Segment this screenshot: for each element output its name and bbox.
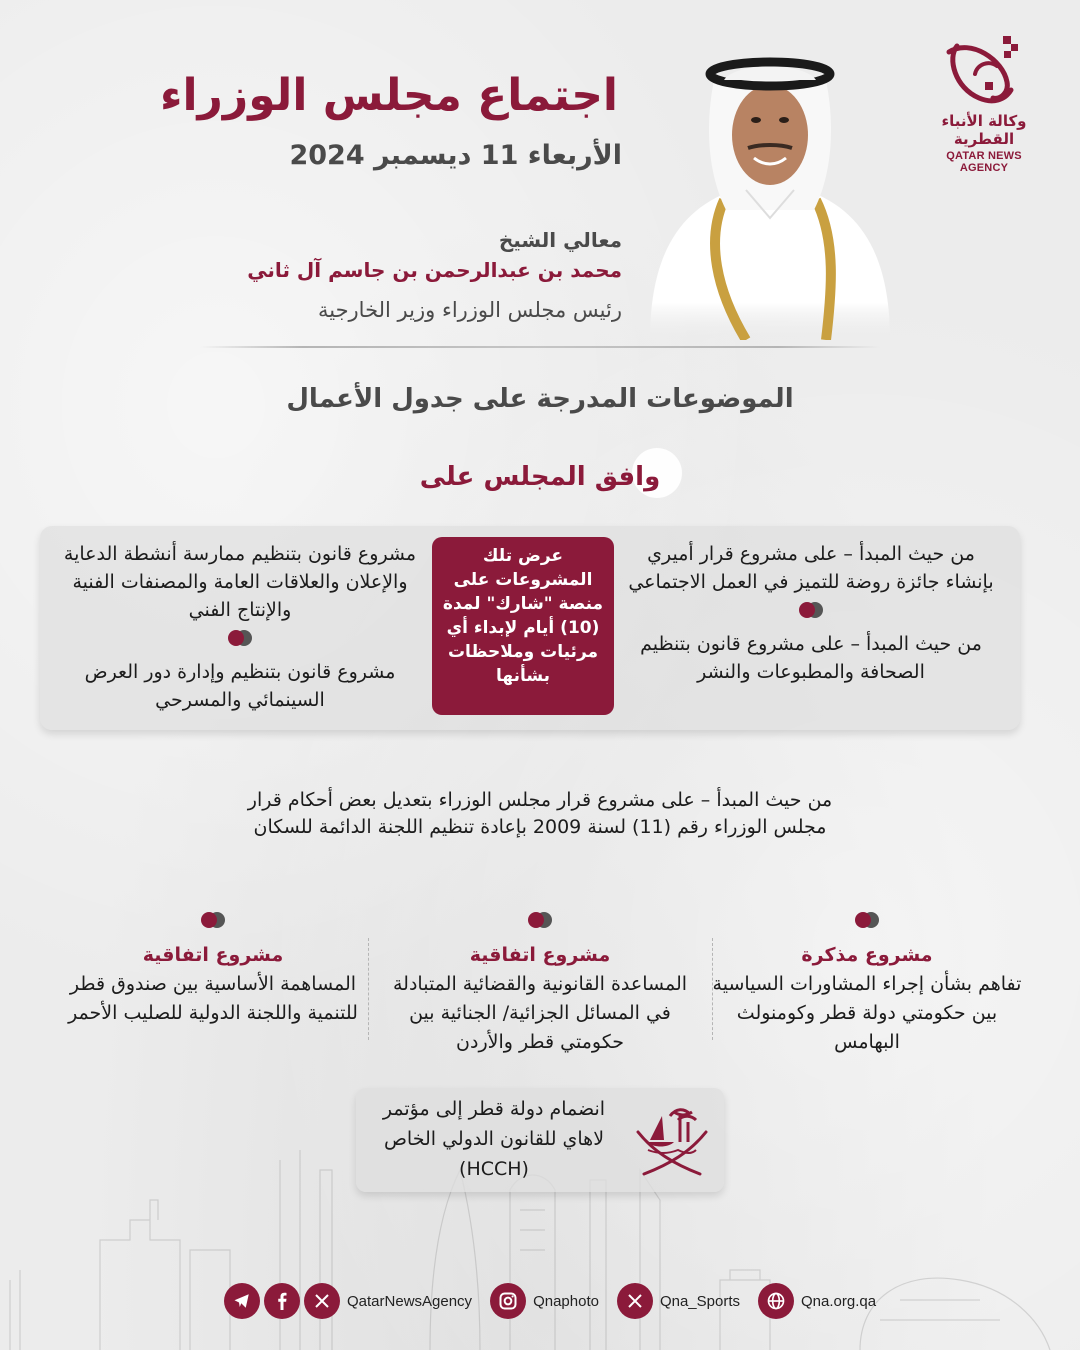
hcch-accession-box bbox=[356, 1088, 724, 1192]
column-separator bbox=[712, 938, 713, 1040]
globe-icon[interactable] bbox=[758, 1283, 794, 1319]
x-icon[interactable] bbox=[304, 1283, 340, 1319]
bullet-dot-icon bbox=[799, 602, 823, 618]
list-item: من حيث المبدأ – على مشروع قانون بتنظيم الصحافة والمطبوعات والنشر bbox=[640, 633, 982, 683]
section-divider bbox=[200, 346, 880, 348]
social-handle-qnaphoto[interactable]: Qnaphoto bbox=[533, 1292, 599, 1310]
column-separator bbox=[368, 938, 369, 1040]
bullet-dot-icon bbox=[201, 912, 225, 928]
column-heading: مشروع اتفاقية bbox=[469, 944, 611, 966]
agenda-column-agreement-redcross bbox=[58, 906, 368, 1028]
agenda-heading: الموضوعات المدرجة على جدول الأعمال bbox=[286, 384, 794, 414]
person-portrait bbox=[636, 40, 904, 340]
list-item: مشروع قانون بتنظيم ممارسة أنشطة الدعاية والإعلان والعلاقات العامة والمصنفات الفنية والإنتاج الفني bbox=[63, 543, 417, 621]
bullet-dot-icon bbox=[228, 630, 252, 646]
page-title: اجتماع مجلس الوزراء bbox=[159, 70, 618, 121]
approved-heading: وافق المجلس على bbox=[419, 462, 661, 492]
qna-logo bbox=[924, 30, 1044, 174]
hcch-text: انضمام دولة قطر إلى مؤتمر لاهاي للقانون الدولي الخاص (HCCH) bbox=[382, 1098, 606, 1180]
panel-left-column bbox=[50, 540, 430, 714]
column-body: تفاهم بشأن إجراء المشاورات السياسية بين حكومتي دولة قطر وكومنولث البهامس bbox=[712, 973, 1022, 1053]
bullet-dot-icon bbox=[528, 912, 552, 928]
bullet-dot-icon bbox=[855, 912, 879, 928]
person-role: رئيس مجلس الوزراء وزير الخارجية bbox=[317, 298, 622, 322]
instagram-icon[interactable] bbox=[490, 1283, 526, 1319]
social-handle-qna-sports[interactable]: Qna_Sports bbox=[659, 1292, 740, 1310]
panel-right-column bbox=[626, 540, 996, 686]
agenda-column-agreement-jordan bbox=[385, 906, 695, 1057]
column-heading: مشروع مذكرة bbox=[801, 944, 933, 966]
meeting-date: الأربعاء 11 ديسمبر 2024 bbox=[289, 140, 622, 171]
column-heading: مشروع اتفاقية bbox=[142, 944, 284, 966]
logo-text-arabic: وكالة الأنباء القطرية bbox=[941, 112, 1027, 148]
telegram-icon[interactable] bbox=[224, 1283, 260, 1319]
column-body: المساهمة الأساسية بين صندوق قطر للتنمية واللجنة الدولية للصليب الأحمر bbox=[68, 973, 358, 1024]
website-link[interactable]: Qna.org.qa bbox=[801, 1292, 877, 1310]
qna-logo-icon bbox=[941, 30, 1027, 110]
middle-agenda-item: من حيث المبدأ – على مشروع قرار مجلس الوزراء بتعديل بعض أحكام قرار مجلس الوزراء رقم (11) لسنة 2009 بإعادة تنظيم اللجنة الدائمة للسكان bbox=[247, 789, 833, 838]
column-body: المساعدة القانونية والقضائية المتبادلة في المسائل الجزائية/ الجنائية بين حكومتي قطر والأردن bbox=[392, 973, 688, 1053]
facebook-icon[interactable] bbox=[264, 1283, 300, 1319]
agenda-column-memorandum bbox=[712, 906, 1022, 1057]
social-handle-qna[interactable]: QatarNewsAgency bbox=[347, 1292, 473, 1310]
sharek-platform-note: عرض تلك المشروعات على منصة "شارك" لمدة (10) أيام لإبداء أي مرئيات وملاحظات بشأنها bbox=[432, 537, 614, 715]
qatar-emblem-icon bbox=[634, 1102, 710, 1178]
list-item: مشروع قانون بتنظيم وإدارة دور العرض السينمائي والمسرحي bbox=[84, 661, 396, 711]
logo-text-english: QATAR NEWS AGENCY bbox=[946, 150, 1022, 174]
person-name: محمد بن عبدالرحمن بن جاسم آل ثاني bbox=[247, 258, 622, 282]
list-item: من حيث المبدأ – على مشروع قرار أميري بإنشاء جائزة روضة للتميز في العمل الاجتماعي bbox=[628, 543, 994, 593]
social-footer bbox=[224, 1283, 894, 1319]
x-icon[interactable] bbox=[617, 1283, 653, 1319]
person-honorific: معالي الشيخ bbox=[498, 228, 622, 252]
